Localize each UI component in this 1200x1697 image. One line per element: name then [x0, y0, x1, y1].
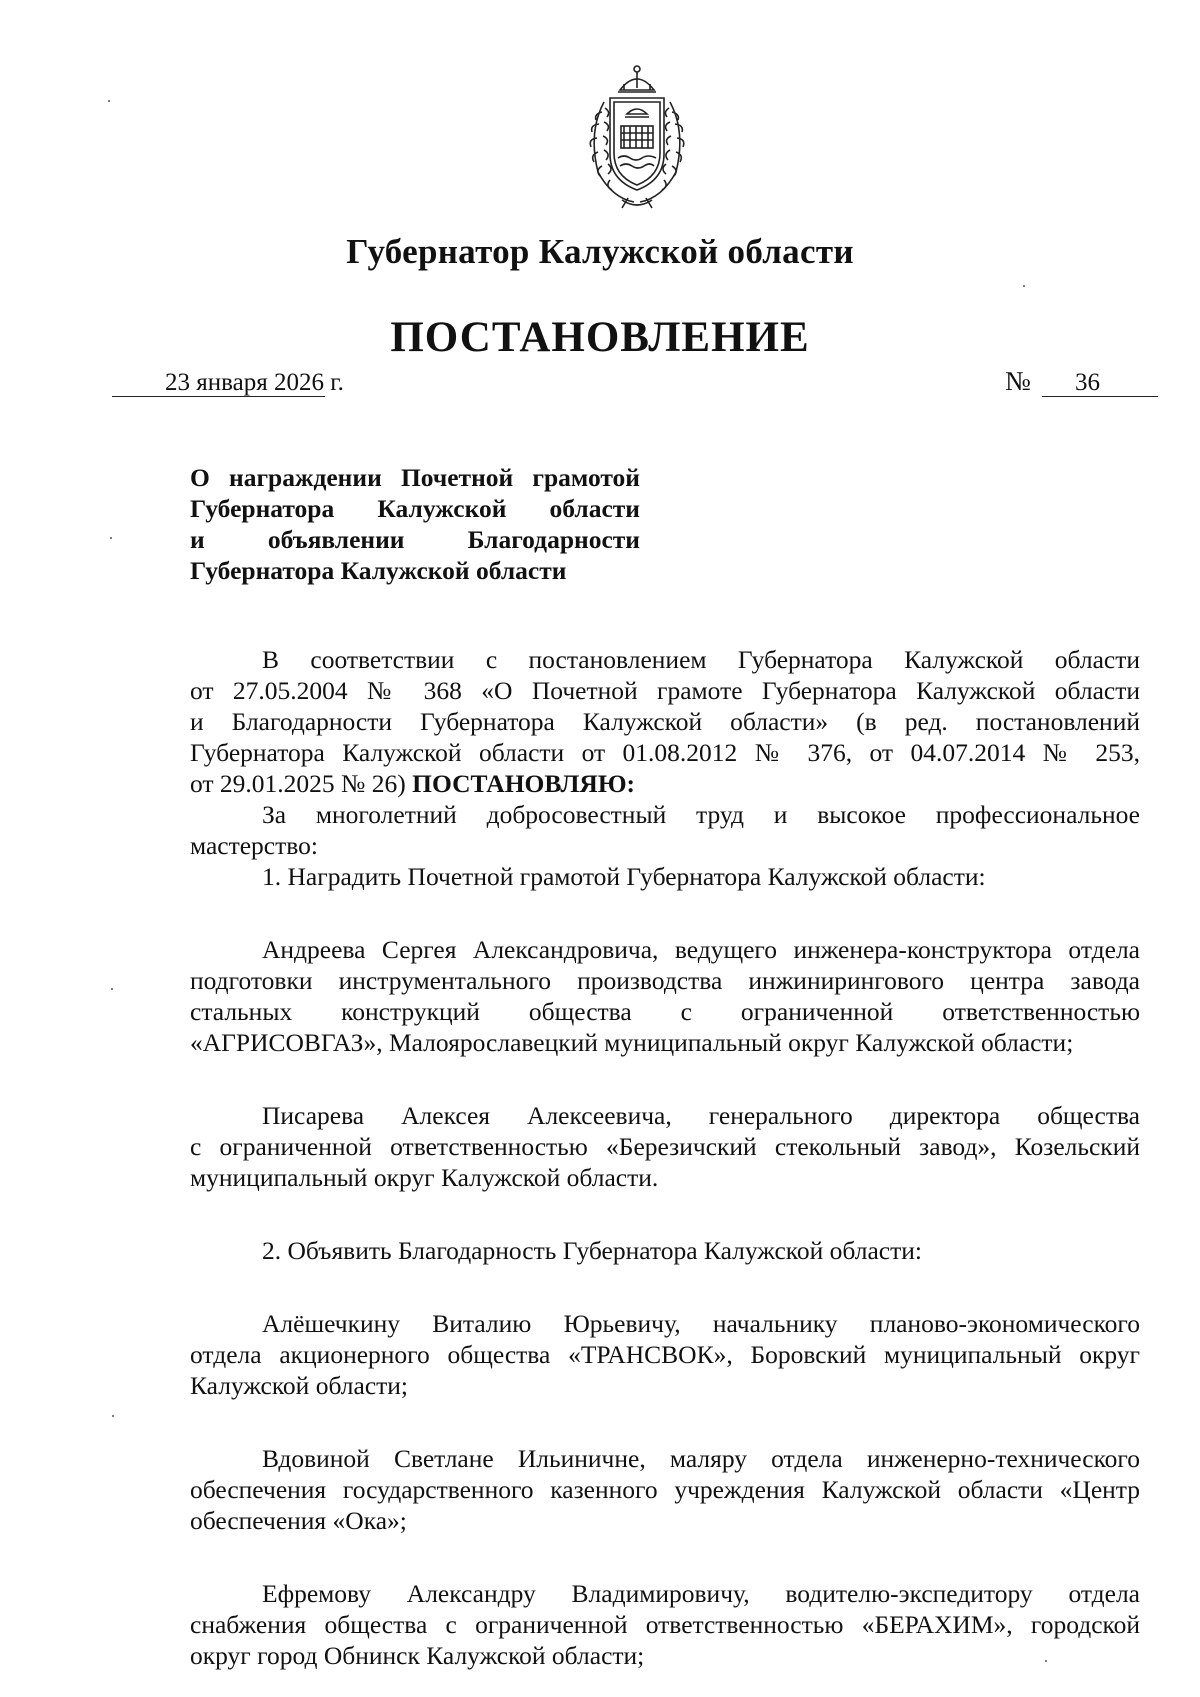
decree-word: ПОСТАНОВЛЯЮ:: [412, 769, 636, 798]
gratitude-line: отдела акционерного общества «ТРАНСВОК», Боровский муниципальный округ: [190, 1340, 1140, 1369]
scan-speck: [111, 988, 113, 990]
issuer-title: Губернатор Калужской области: [346, 232, 854, 271]
award-line: Писарева Алексея Алексеевича, генерального директора общества: [262, 1101, 1140, 1130]
gratitude-line: Калужской области;: [190, 1371, 409, 1400]
scan-speck: [112, 1415, 114, 1417]
preamble-line: и Благодарности Губернатора Калужской области» (в ред. постановлений: [190, 707, 1140, 736]
subject-line: и объявлении Благодарности: [190, 525, 640, 554]
award-line: стальных конструкций общества с ограниченной ответственностью: [190, 997, 1140, 1026]
award-line: Андреева Сергея Александровича, ведущего инженера-конструктора отдела: [262, 935, 1140, 964]
scan-speck: [1045, 1660, 1047, 1662]
document-number: 36: [1075, 369, 1100, 396]
preamble-line: В соответствии с постановлением Губернатора Калужской области: [262, 645, 1140, 674]
subject-line: Губернатора Калужской области: [190, 494, 640, 523]
gratitude-line: Вдовиной Светлане Ильиничне, маляру отдела инженерно-технического: [262, 1444, 1140, 1473]
gratitude-line: Ефремову Александру Владимировичу, водителю-экспедитору отдела: [262, 1579, 1140, 1608]
gratitude-line: Алёшечкину Виталию Юрьевичу, начальнику планово-экономического: [262, 1309, 1140, 1338]
preamble-last-line: [190, 768, 1140, 799]
award-line: «АГРИСОВГАЗ», Малоярославецкий муниципальный округ Калужской области;: [190, 1028, 1074, 1057]
motive-line: За многолетний добросовестный труд и высокое профессиональное: [262, 800, 1140, 829]
section1-heading: 1. Наградить Почетной грамотой Губернатора Калужской области:: [262, 862, 986, 891]
subject-line: Губернатора Калужской области: [190, 556, 567, 585]
award-line: муниципальный округ Калужской области.: [190, 1163, 659, 1192]
gratitude-line: округ город Обнинск Калужской области;: [190, 1641, 645, 1670]
number-underline: [1042, 396, 1158, 397]
preamble-line: Губернатора Калужской области от 01.08.2012 № 376, от 04.07.2014 № 253,: [190, 738, 1140, 767]
award-line: с ограниченной ответственностью «Березичский стекольный завод», Козельский: [190, 1132, 1140, 1161]
motive-line: мастерство:: [190, 831, 318, 860]
document-body: [190, 644, 1140, 1671]
gratitude-line: снабжения общества с ограниченной ответственностью «БЕРАХИМ», городской: [190, 1610, 1140, 1639]
preamble-line: от 27.05.2004 № 368 «О Почетной грамоте Губернатора Калужской области: [190, 676, 1140, 705]
scan-speck: [1023, 285, 1025, 287]
date-underline: [112, 396, 325, 397]
scan-speck: [110, 537, 112, 539]
gratitude-line: обеспечения государственного казенного учреждения Калужской области «Центр: [190, 1475, 1140, 1504]
number-label: №: [1005, 366, 1031, 396]
award-line: подготовки инструментального производства инжинирингового центра завода: [190, 966, 1140, 995]
coat-of-arms-emblem: [572, 62, 702, 212]
document-date: 23 января 2026 г.: [165, 369, 344, 396]
document-subject: [190, 462, 640, 586]
scan-speck: [108, 100, 110, 102]
document-type: ПОСТАНОВЛЕНИЕ: [390, 314, 810, 361]
section2-heading: 2. Объявить Благодарность Губернатора Калужской области:: [262, 1236, 922, 1265]
subject-line: О награждении Почетной грамотой: [190, 463, 640, 492]
preamble-line: от 29.01.2025 № 26): [190, 769, 406, 798]
gratitude-line: обеспечения «Ока»;: [190, 1506, 407, 1535]
